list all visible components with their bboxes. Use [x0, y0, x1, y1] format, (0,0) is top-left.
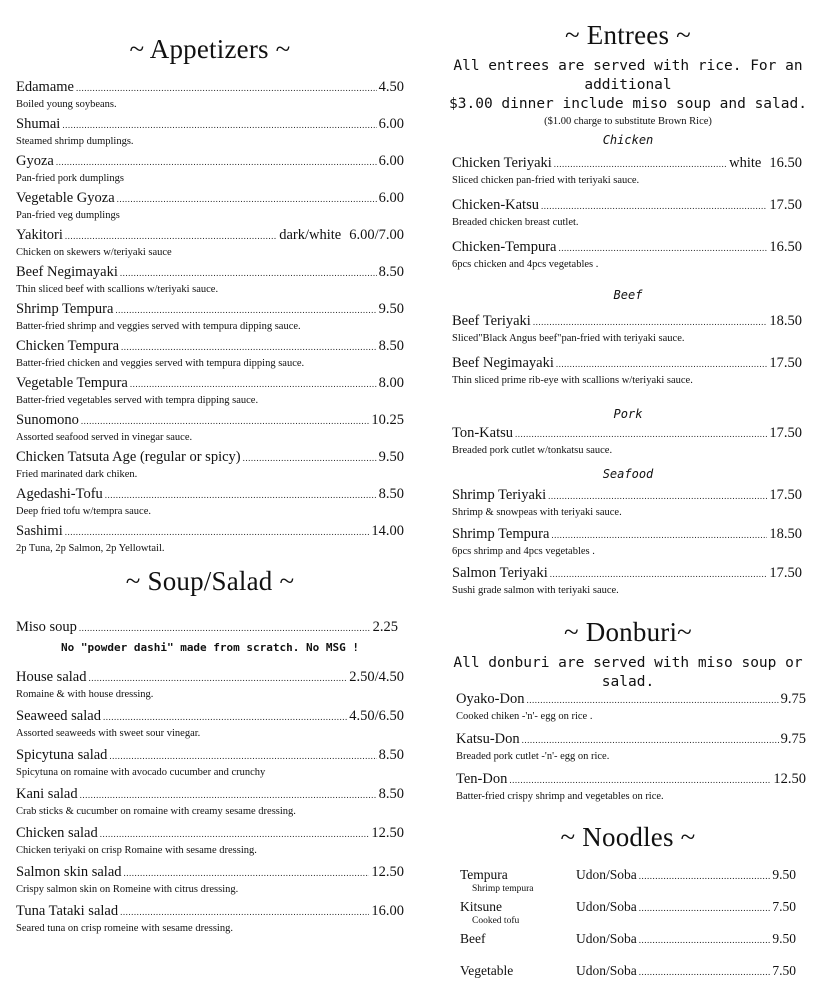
dot-leader	[56, 154, 377, 171]
noodle-name: Beef	[460, 931, 486, 946]
menu-item-row	[16, 264, 404, 282]
seafood-list	[452, 487, 802, 604]
dot-leader	[243, 450, 377, 467]
menu-item-price: 8.50	[378, 338, 404, 354]
noodle-name: Vegetable	[460, 963, 514, 978]
dot-leader	[639, 964, 771, 980]
menu-item-row	[452, 565, 802, 583]
dot-leader	[79, 620, 371, 637]
menu-item-price: 8.50	[378, 747, 404, 763]
noodle-subtitle: Cooked tofu	[472, 916, 520, 926]
noodle-item	[460, 867, 796, 899]
menu-item-price: 6.00	[378, 116, 404, 132]
menu-item	[16, 747, 404, 779]
menu-item-price: 14.00	[371, 523, 404, 539]
menu-item	[456, 731, 806, 763]
category-chicken: Chicken	[602, 133, 654, 147]
dot-leader	[548, 488, 767, 505]
pork-list	[452, 425, 802, 467]
menu-item	[16, 412, 404, 444]
menu-item-row	[16, 825, 404, 843]
menu-item-row	[16, 486, 404, 504]
menu-item-description: Seared tuna on crisp romeine with sesame dressing.	[16, 923, 233, 934]
noodle-row	[460, 963, 796, 980]
menu-item-price: 2.50/4.50	[349, 669, 404, 685]
chicken-list	[452, 155, 802, 281]
menu-item-description: Pan-fried veg dumplings	[16, 210, 120, 221]
noodles-title: ~ Noodles ~	[560, 822, 696, 852]
menu-item-row	[452, 487, 802, 505]
menu-item-name: Seaweed salad	[16, 708, 101, 724]
menu-item-description: 6pcs chicken and 4pcs vegetables .	[452, 259, 599, 270]
noodles-list	[460, 867, 796, 995]
menu-item-name: Spicytuna salad	[16, 747, 108, 763]
menu-item-price: 12.50	[773, 771, 806, 787]
noodle-row	[460, 899, 796, 916]
menu-item-row	[456, 691, 806, 709]
menu-item	[16, 264, 404, 296]
menu-item	[16, 116, 404, 148]
menu-item-description: Spicytuna on romaine with avocado cucumber and crunchy	[16, 767, 266, 778]
menu-item-price: 4.50	[378, 79, 404, 95]
dot-leader	[62, 117, 376, 134]
menu-item-row	[16, 864, 404, 882]
appetizers-list	[16, 79, 404, 560]
dot-leader	[121, 339, 377, 356]
menu-item-description: Cooked chiken -'n'- egg on rice .	[456, 711, 593, 722]
menu-item-name: Beef Negimayaki	[452, 355, 554, 371]
menu-item-name: Tuna Tataki salad	[16, 903, 119, 919]
menu-item	[16, 449, 404, 481]
dot-leader	[105, 487, 377, 504]
menu-item-description: Breaded pork cutlet w/tonkatsu sauce.	[452, 445, 613, 456]
menu-item-row	[16, 669, 404, 687]
menu-item-price: 8.50	[378, 264, 404, 280]
noodle-option: Udon/Soba	[576, 899, 637, 914]
menu-item-name: Edamame	[16, 79, 74, 95]
soup-salad-list	[16, 669, 404, 942]
menu-item-row	[16, 153, 404, 171]
menu-item-price: 17.50	[769, 425, 802, 441]
donburi-intro: All donburi are served with miso soup or salad.	[453, 655, 803, 690]
dot-leader	[639, 868, 771, 884]
menu-item-description: Chicken on skewers w/teriyaki sauce	[16, 247, 172, 258]
menu-item	[16, 669, 404, 701]
dot-leader	[65, 228, 277, 245]
menu-item-description: Boiled young soybeans.	[16, 99, 117, 110]
menu-item-description: Crab sticks & cucumber on romaine with creamy sesame dressing.	[16, 806, 296, 817]
menu-item-price: 9.75	[780, 691, 806, 707]
entrees-title: ~ Entrees ~	[565, 20, 691, 50]
menu-item	[456, 771, 806, 803]
menu-item-description: 6pcs shrimp and 4pcs vegetables .	[452, 546, 595, 557]
menu-item	[16, 903, 404, 935]
dot-leader	[639, 932, 771, 948]
menu-item	[452, 487, 802, 519]
dot-leader	[88, 670, 347, 687]
menu-item-row	[452, 155, 802, 173]
menu-item	[16, 825, 404, 857]
menu-item	[16, 301, 404, 333]
menu-item-description: Thin sliced prime rib-eye with scallions w/teriyaki sauce.	[452, 375, 693, 386]
dot-leader	[109, 748, 376, 765]
menu-item-name: Vegetable Gyoza	[16, 190, 115, 206]
noodle-item	[460, 899, 796, 931]
menu-item-name: Beef Teriyaki	[452, 313, 531, 329]
menu-item-description: Romaine & with house dressing.	[16, 689, 154, 700]
menu-item-price: 9.50	[378, 301, 404, 317]
menu-item-name: Chicken salad	[16, 825, 98, 841]
menu-item	[452, 355, 802, 387]
menu-item-name: Ton-Katsu	[452, 425, 514, 441]
entrees-intro-line2: $3.00 dinner include miso soup and salad.	[449, 96, 807, 112]
dot-leader	[551, 527, 767, 544]
menu-item-row	[16, 227, 404, 245]
dot-leader	[522, 732, 779, 749]
menu-item-row	[16, 375, 404, 393]
menu-item-description: Deep fried tofu w/tempra sauce.	[16, 506, 151, 517]
menu-item-price: 16.50	[769, 155, 802, 171]
menu-item-row	[16, 747, 404, 765]
menu-item-row	[452, 313, 802, 331]
menu-item-option: white	[729, 155, 762, 171]
category-seafood: Seafood	[602, 467, 654, 481]
noodle-option: Udon/Soba	[576, 867, 637, 882]
menu-item-description: 2p Tuna, 2p Salmon, 2p Yellowtail.	[16, 543, 165, 554]
dot-leader	[117, 191, 377, 208]
menu-item-description: Batter-fried shrimp and veggies served with tempura dipping sauce.	[16, 321, 301, 332]
menu-item-price: 12.50	[371, 864, 404, 880]
menu-item-description: Batter-fried crispy shrimp and vegetables on rice.	[456, 791, 664, 802]
dot-leader	[80, 787, 377, 804]
menu-item-name: Ten-Don	[456, 771, 508, 787]
menu-item-price: 6.00	[378, 153, 404, 169]
menu-item-row	[456, 731, 806, 749]
menu-item-description: Pan-fried pork dumplings	[16, 173, 124, 184]
category-pork: Pork	[613, 407, 643, 421]
menu-item	[16, 864, 404, 896]
menu-item-price: 18.50	[769, 526, 802, 542]
dot-leader	[515, 426, 767, 443]
donburi-title: ~ Donburi~	[564, 617, 692, 647]
menu-item-price: 17.50	[769, 487, 802, 503]
menu-item-name: Agedashi-Tofu	[16, 486, 103, 502]
menu-item-price: 8.50	[378, 486, 404, 502]
menu-item-name: Kani salad	[16, 786, 78, 802]
menu-item	[16, 786, 404, 818]
menu-item	[452, 565, 802, 597]
menu-item	[16, 153, 404, 185]
menu-item-description: Assorted seafood served in vinegar sauce.	[16, 432, 193, 443]
menu-item	[456, 691, 806, 723]
soup-salad-title: ~ Soup/Salad ~	[125, 566, 295, 596]
menu-item-row	[16, 338, 404, 356]
noodle-row	[460, 931, 796, 948]
menu-item-name: Sunomono	[16, 412, 79, 428]
dot-leader	[550, 566, 768, 583]
menu-item-row	[452, 239, 802, 257]
menu-item-price: 16.50	[769, 239, 802, 255]
menu-item-description: Thin sliced beef with scallions w/teriyaki sauce.	[16, 284, 219, 295]
menu-item	[452, 526, 802, 558]
menu-item-description: Sushi grade salmon with teriyaki sauce.	[452, 585, 619, 596]
menu-item-name: Salmon Teriyaki	[452, 565, 548, 581]
menu-item-price: 8.50	[378, 786, 404, 802]
noodle-row	[460, 867, 796, 884]
noodle-price: 7.50	[772, 899, 796, 914]
menu-item	[16, 338, 404, 370]
menu-item-name: Chicken-Katsu	[452, 197, 539, 213]
menu-item-row	[452, 197, 802, 215]
noodle-option: Udon/Soba	[576, 931, 637, 946]
dot-leader	[115, 302, 376, 319]
menu-item-description: Steamed shrimp dumplings.	[16, 136, 134, 147]
menu-item-description: Shrimp & snowpeas with teriyaki sauce.	[452, 507, 622, 518]
dot-leader	[533, 314, 768, 331]
dot-leader	[100, 826, 370, 843]
menu-item	[16, 375, 404, 407]
menu-item-description: Batter-fried vegetables served with tempra dipping sauce.	[16, 395, 259, 406]
entrees-intro-line1: All entrees are served with rice. For an additional	[453, 58, 803, 93]
menu-item-description: Batter-fried chicken and veggies served with tempura dipping sauce.	[16, 358, 305, 369]
menu-item-row	[16, 412, 404, 430]
menu-item-name: Yakitori	[16, 227, 63, 243]
menu-item	[452, 239, 802, 271]
menu-item-row	[16, 708, 404, 726]
menu-item-name: House salad	[16, 669, 87, 685]
noodle-item	[460, 931, 796, 963]
menu-item	[452, 197, 802, 229]
noodle-name: Kitsune	[460, 899, 502, 914]
menu-item-name: Chicken Teriyaki	[452, 155, 552, 171]
menu-item-price: 17.50	[769, 565, 802, 581]
menu-item-price: 8.00	[378, 375, 404, 391]
menu-item-price: 9.75	[780, 731, 806, 747]
beef-list	[452, 313, 802, 397]
menu-item-name: Shrimp Tempura	[452, 526, 550, 542]
menu-item	[452, 425, 802, 457]
dot-leader	[124, 865, 370, 882]
menu-item-name: Vegetable Tempura	[16, 375, 128, 391]
menu-item-price: 2.25	[372, 619, 398, 635]
menu-item	[16, 79, 404, 111]
menu-item-name: Chicken Tempura	[16, 338, 120, 354]
menu-item-row	[456, 771, 806, 789]
menu-item-name: Gyoza	[16, 153, 54, 169]
dot-leader	[639, 900, 771, 916]
menu-item-row	[16, 523, 404, 541]
noodle-subtitle: Shrimp tempura	[472, 884, 534, 894]
menu-item-row	[16, 449, 404, 467]
menu-item-description: Crispy salmon skin on Romeine with citrus dressing.	[16, 884, 239, 895]
menu-item-name: Miso soup	[16, 619, 77, 635]
menu-item-name: Sashimi	[16, 523, 63, 539]
menu-item-description: Breaded chicken breast cutlet.	[452, 217, 579, 228]
menu-item-description: Sliced chicken pan-fried with teriyaki sauce.	[452, 175, 640, 186]
dot-leader	[509, 772, 771, 789]
menu-item-row	[16, 301, 404, 319]
menu-item-price: 17.50	[769, 355, 802, 371]
noodle-price: 7.50	[772, 963, 796, 978]
menu-item	[16, 708, 404, 740]
menu-item-price: 17.50	[769, 197, 802, 213]
menu-item-price: 18.50	[769, 313, 802, 329]
menu-item-price: 6.00	[378, 190, 404, 206]
menu-item-name: Oyako-Don	[456, 691, 525, 707]
menu-item-description: Chicken teriyaki on crisp Romaine with sesame dressing.	[16, 845, 257, 856]
menu-item-name: Shrimp Tempura	[16, 301, 114, 317]
menu-item-price: 12.50	[371, 825, 404, 841]
dot-leader	[554, 156, 727, 173]
dot-leader	[526, 692, 778, 709]
menu-item-name: Chicken-Tempura	[452, 239, 557, 255]
menu-item-name: Shumai	[16, 116, 61, 132]
menu-item-description: Fried marinated dark chiken.	[16, 469, 138, 480]
menu-item-price: 6.00/7.00	[349, 227, 404, 243]
noodle-price: 9.50	[772, 867, 796, 882]
dot-leader	[556, 356, 768, 373]
noodle-name: Tempura	[460, 867, 508, 882]
dot-leader	[120, 265, 377, 282]
no-msg-note: No "powder dashi" made from scratch. No MSG !	[60, 641, 359, 654]
menu-item-row	[16, 190, 404, 208]
menu-item-row	[16, 903, 404, 921]
noodle-option: Udon/Soba	[576, 963, 637, 978]
dot-leader	[120, 904, 369, 921]
menu-item-price: 16.00	[371, 903, 404, 919]
menu-item-row	[452, 425, 802, 443]
menu-item-description: Breaded pork cutlet -'n'- egg on rice.	[456, 751, 610, 762]
menu-item-row	[452, 355, 802, 373]
menu-item	[452, 313, 802, 345]
menu-item-name: Katsu-Don	[456, 731, 520, 747]
noodle-price: 9.50	[772, 931, 796, 946]
menu-item	[16, 190, 404, 222]
menu-item-price: 4.50/6.50	[349, 708, 404, 724]
dot-leader	[65, 524, 370, 541]
menu-item-price: 10.25	[371, 412, 404, 428]
menu-item-option: dark/white	[279, 227, 342, 243]
dot-leader	[558, 240, 767, 257]
dot-leader	[130, 376, 377, 393]
menu-item-description: Sliced"Black Angus beef"pan-fried with teriyaki sauce.	[452, 333, 685, 344]
appetizers-title: ~ Appetizers ~	[129, 34, 291, 64]
menu-item-row	[16, 786, 404, 804]
miso-soup-row	[16, 619, 398, 637]
menu-item	[16, 523, 404, 555]
dot-leader	[81, 413, 370, 430]
dot-leader	[541, 198, 767, 215]
menu-item-price: 9.50	[378, 449, 404, 465]
menu-item-name: Salmon skin salad	[16, 864, 122, 880]
donburi-list	[456, 691, 806, 811]
dot-leader	[103, 709, 347, 726]
menu-item	[16, 227, 404, 259]
menu-item-name: Chicken Tatsuta Age (regular or spicy)	[16, 449, 241, 465]
menu-item-name: Shrimp Teriyaki	[452, 487, 547, 503]
menu-item	[452, 155, 802, 187]
menu-item-row	[16, 79, 404, 97]
menu-item-row	[16, 116, 404, 134]
menu-item-row	[452, 526, 802, 544]
brown-rice-note: ($1.00 charge to substitute Brown Rice)	[544, 116, 712, 127]
menu-item	[16, 486, 404, 518]
menu-item-name: Beef Negimayaki	[16, 264, 118, 280]
category-beef: Beef	[613, 288, 643, 302]
menu-item-description: Assorted seaweeds with sweet sour vinegar.	[16, 728, 201, 739]
dot-leader	[76, 80, 377, 97]
noodle-item	[460, 963, 796, 995]
